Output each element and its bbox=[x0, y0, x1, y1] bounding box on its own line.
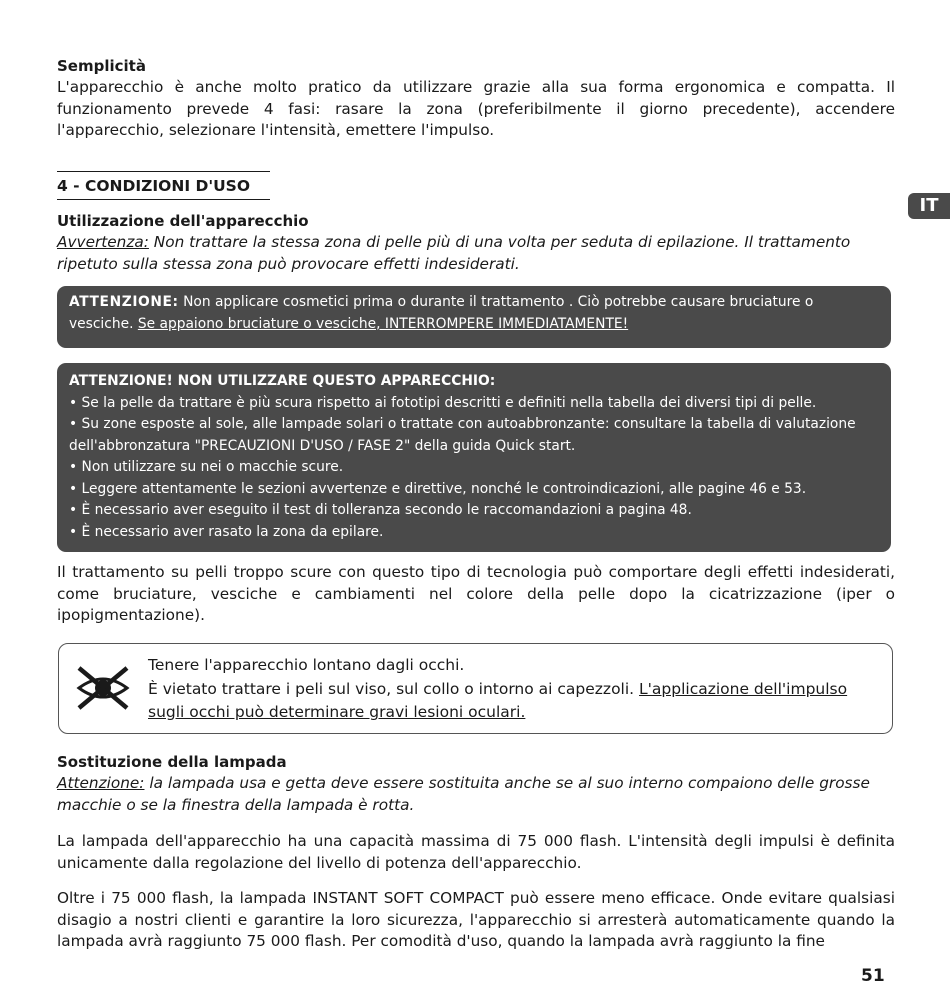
language-tab: IT bbox=[908, 193, 950, 219]
sostituzione-section bbox=[57, 752, 895, 816]
utilizzazione-heading: Utilizzazione dell'apparecchio bbox=[57, 212, 309, 230]
non-utilizzare-title: ATTENZIONE! NON UTILIZZARE QUESTO APPARECCHIO: bbox=[69, 373, 496, 389]
semplicita-heading: Semplicità bbox=[57, 57, 146, 75]
lampada-paragraph-2: Oltre i 75 000 flash, la lampada INSTANT SOFT COMPACT può essere meno efficace. Onde evitare qualsiasi disagio a nostri clienti e garantire la loro sicurezza, l'apparecchio si arresterà automaticamente quando la lampada avrà raggiunto 75 000 flash. Per comodità d'uso, quando la lampada avrà raggiunto la fine bbox=[57, 889, 895, 951]
utilizzazione-warning bbox=[57, 232, 895, 275]
semplicita-paragraph: L'apparecchio è anche molto pratico da utilizzare grazie alla sua forma ergonomica e compatta. Il funzionamento prevede 4 fasi: rasare la zona (preferibilmente il giorno precedente), accendere l'apparecchio, selezionare l'intensità, emettere l'impulso. bbox=[57, 78, 895, 140]
non-utilizzare-item: • È necessario aver eseguito il test di tolleranza secondo le raccomandazioni a pagina 48. bbox=[69, 502, 692, 518]
eye-warning-underlined: L'applicazione dell'impulso sugli occhi può determinare gravi lesioni oculari. bbox=[148, 679, 848, 721]
warning-label: Attenzione: bbox=[57, 774, 145, 792]
trattamento-paragraph: Il trattamento su pelli troppo scure con questo tipo di tecnologia può comportare degli effetti indesiderati, come bruciature, vesciche e cambiamenti nel colore della pelle dopo la cicatrizzazione (iper o ipopigmentazione). bbox=[57, 563, 895, 625]
attenzione-box bbox=[57, 286, 891, 348]
eye-warning-box bbox=[58, 643, 893, 734]
non-utilizzare-content bbox=[57, 363, 891, 543]
section-title: 4 - CONDIZIONI D'USO bbox=[57, 171, 270, 200]
non-utilizzare-item: • Leggere attentamente le sezioni avvertenze e direttive, nonché le controindicazioni, alle pagine 46 e 53. bbox=[69, 480, 807, 497]
semplicita-section bbox=[57, 56, 895, 142]
utilizzazione-section bbox=[57, 211, 895, 275]
non-utilizzare-item: • Non utilizzare su nei o macchie scure. bbox=[69, 459, 344, 475]
page-number: 51 bbox=[861, 966, 885, 986]
eye-warning-text bbox=[148, 654, 883, 725]
attenzione-label: ATTENZIONE: bbox=[69, 294, 179, 310]
lampada-paragraph-1: La lampada dell'apparecchio ha una capacità massima di 75 000 flash. L'intensità degli impulsi è definita unicamente dalla regolazione del livello di potenza dell'apparecchio. bbox=[57, 832, 895, 872]
warning-label: Avvertenza: bbox=[57, 233, 149, 251]
sostituzione-heading: Sostituzione della lampada bbox=[57, 753, 287, 771]
attenzione-underlined: Se appaiono bruciature o vesciche, INTERROMPERE IMMEDIATAMENTE! bbox=[137, 315, 629, 332]
non-utilizzare-item: • Su zone esposte al sole, alle lampade solari o trattate con autoabbronzante: consultare la tabella di valutazione dell'abbronzatura "PRECAUZIONI D'USO / FASE 2" della guida Quick start. bbox=[69, 416, 856, 454]
non-utilizzare-item: • È necessario aver rasato la zona da epilare. bbox=[69, 523, 384, 540]
non-utilizzare-item: • Se la pelle da trattare è più scura rispetto ai fototipi descritti e definiti nella tabella dei diversi tipi di pelle. bbox=[69, 394, 817, 411]
crossed-eye-icon bbox=[73, 664, 133, 712]
sostituzione-warning bbox=[57, 773, 895, 816]
eye-warning-line2: È vietato trattare i peli sul viso, sul collo o intorno ai capezzoli. L'applicazione dell'impulso sugli occhi può determinare gravi lesioni oculari. bbox=[148, 679, 848, 721]
attenzione-text: ATTENZIONE: Non applicare cosmetici prima o durante il trattamento . Ciò potrebbe causare bruciature o vesciche. Se appaiono bruciature o vesciche, INTERROMPERE IMMEDIATAMENTE! bbox=[69, 294, 814, 332]
warning-text: Non trattare la stessa zona di pelle più di una volta per seduta di epilazione. Il trattamento ripetuto sulla stessa zona può provocare effetti indesiderati. bbox=[57, 233, 851, 273]
warning-text: la lampada usa e getta deve essere sostituita anche se al suo interno compaiono delle grosse macchie o se la finestra della lampada è rotta. bbox=[57, 774, 870, 814]
eye-warning-line1: Tenere l'apparecchio lontano dagli occhi. bbox=[148, 656, 465, 674]
non-utilizzare-box bbox=[57, 363, 891, 552]
